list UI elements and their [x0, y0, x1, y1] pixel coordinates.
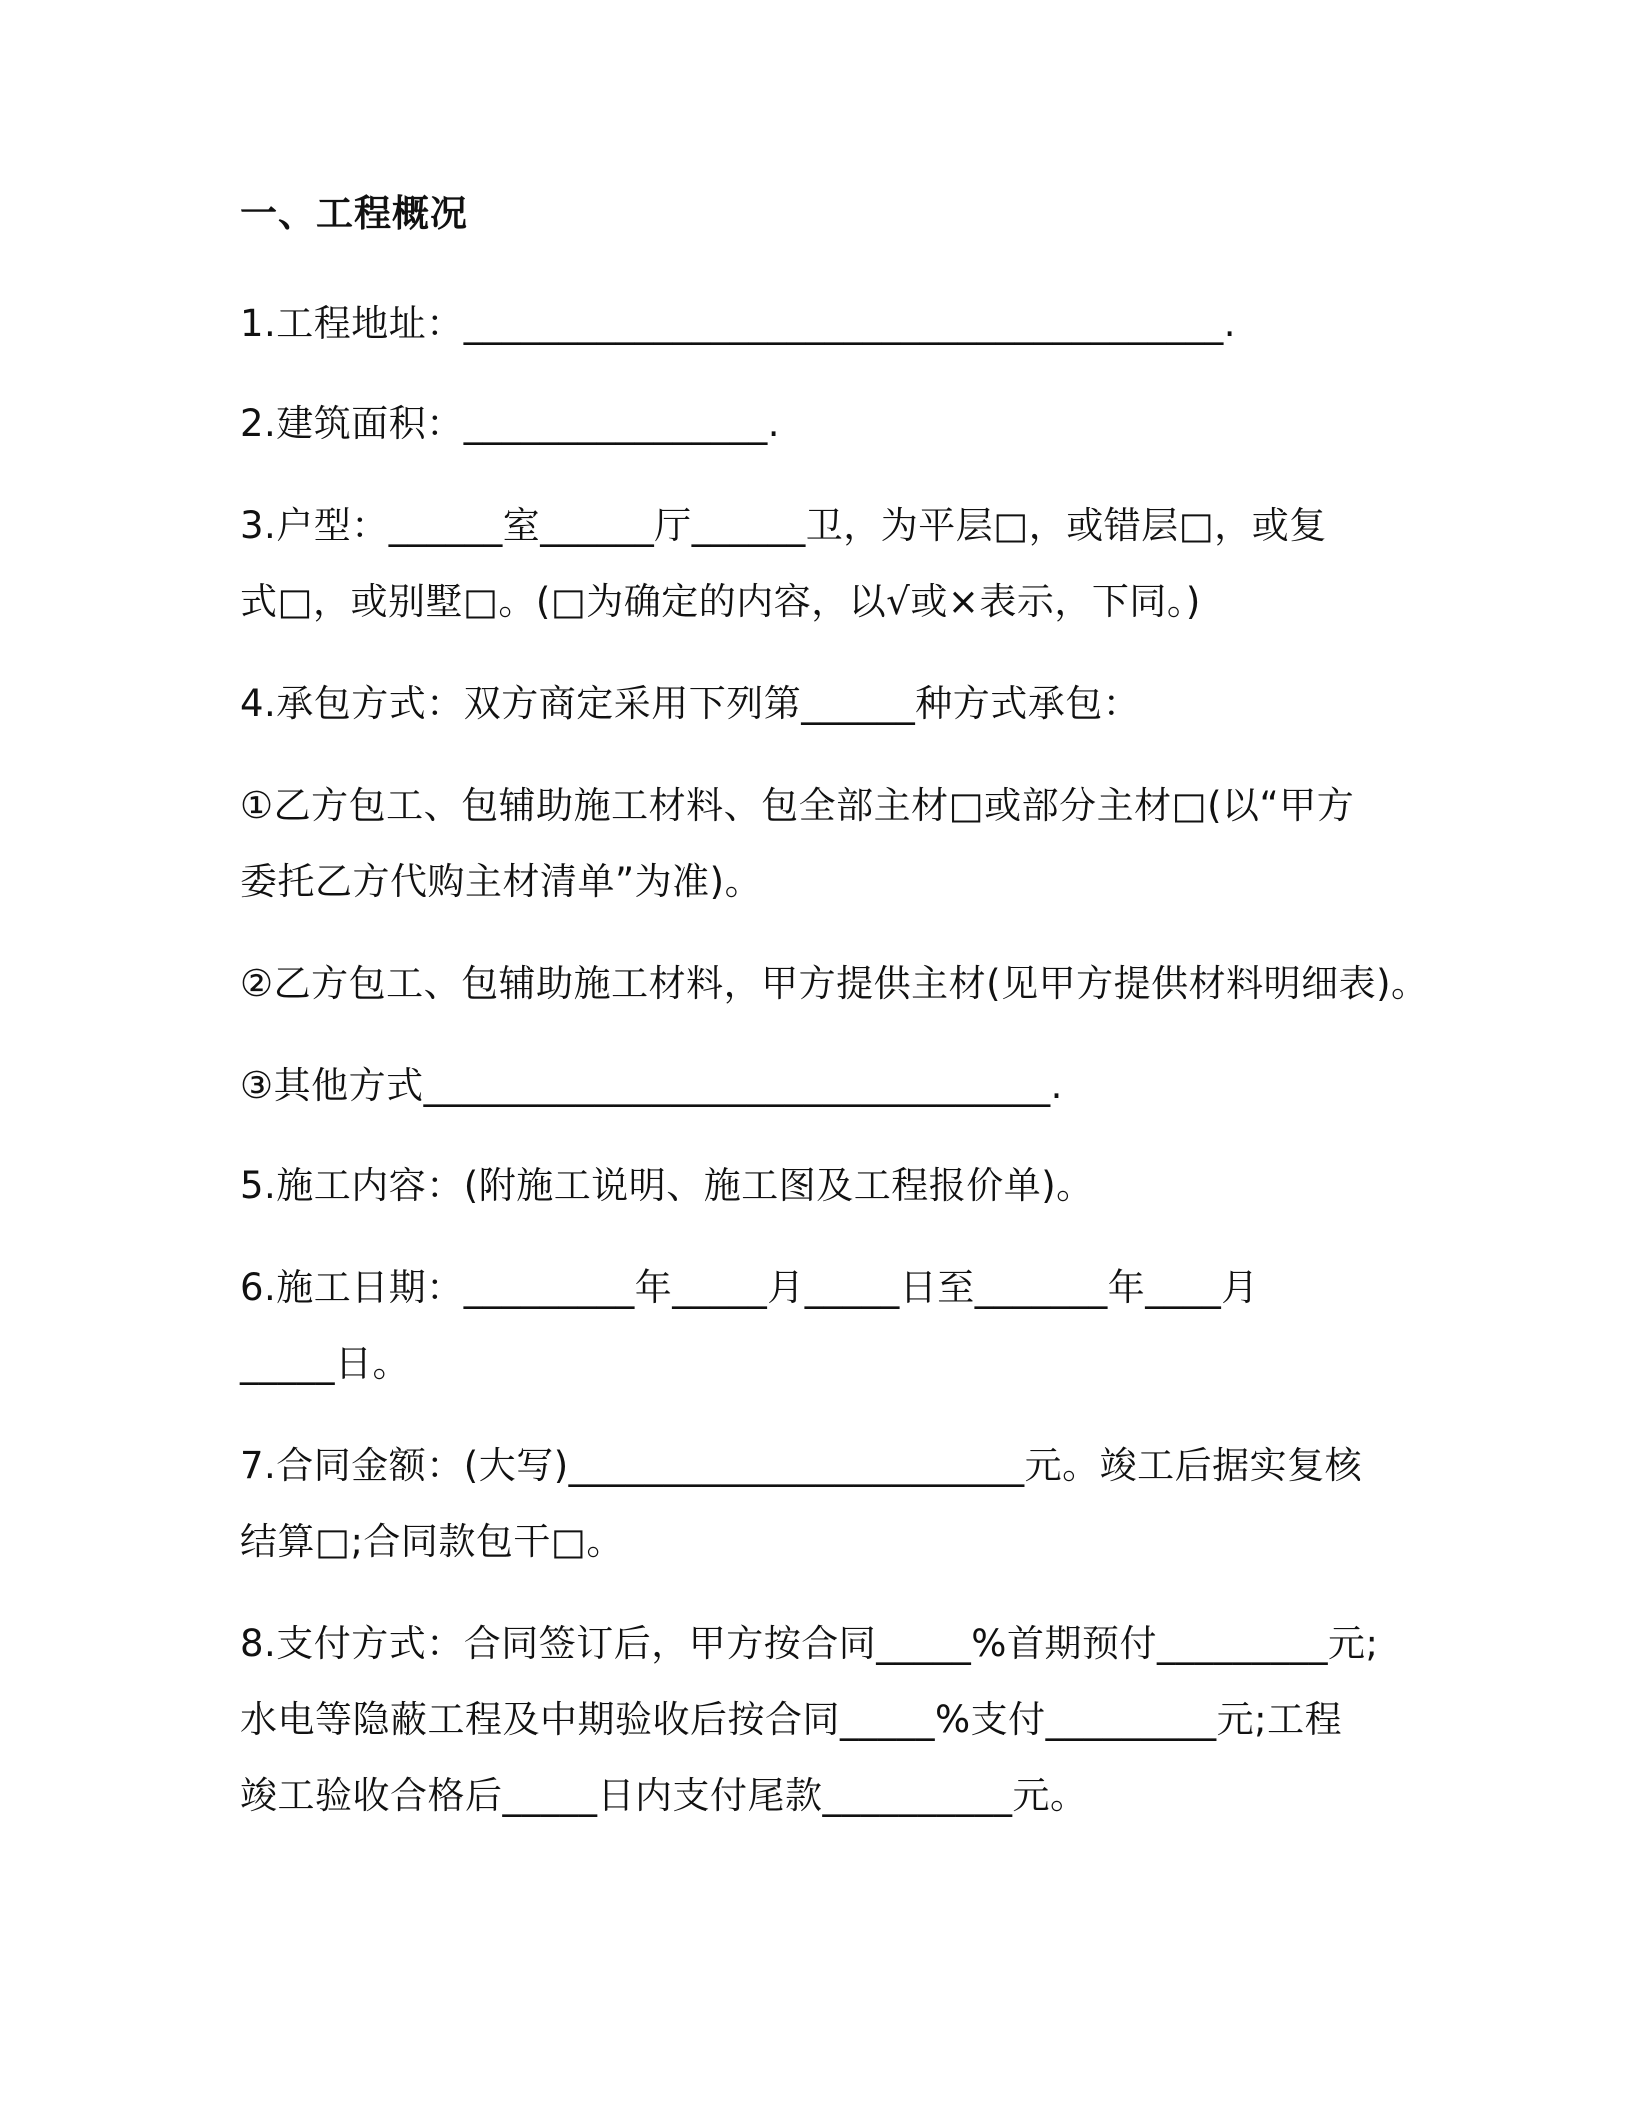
- item-8-payment-line-3: 竣工验收合格后_____日内支付尾款__________元。: [240, 1774, 1088, 1817]
- item-2-building-area: 2.建筑面积：________________.: [240, 402, 781, 445]
- item-4-option-2: ②乙方包工、包辅助施工材料，甲方提供主材(见甲方提供材料明细表)。: [240, 962, 1429, 1005]
- section-title: 一、工程概况: [240, 192, 468, 235]
- item-5-construction-content: 5.施工内容：(附施工说明、施工图及工程报价单)。: [240, 1164, 1094, 1207]
- item-8-payment-line-1: 8.支付方式：合同签订后，甲方按合同_____%首期预付_________元;: [240, 1622, 1379, 1665]
- item-7-contract-amount-line-2: 结算□;合同款包干□。: [240, 1520, 624, 1563]
- item-8-payment-line-2: 水电等隐蔽工程及中期验收后按合同_____%支付_________元;工程: [240, 1698, 1343, 1741]
- item-4-option-1-line-2: 委托乙方代购主材清单”为准)。: [240, 860, 763, 903]
- item-3-unit-type-line-2: 式□，或别墅□。(□为确定的内容，以√或×表示，下同。): [240, 580, 1201, 623]
- item-7-contract-amount-line-1: 7.合同金额：(大写)________________________元。竣工后据实复核: [240, 1444, 1363, 1487]
- item-6-construction-date-line-1: 6.施工日期：_________年_____月_____日至_______年____月: [240, 1266, 1259, 1309]
- item-4-option-3: ③其他方式_________________________________.: [240, 1064, 1063, 1107]
- item-4-option-1-line-1: ①乙方包工、包辅助施工材料、包全部主材□或部分主材□(以“甲方: [240, 784, 1355, 827]
- item-4-contract-method: 4.承包方式：双方商定采用下列第______种方式承包：: [240, 682, 1141, 725]
- item-1-project-address: 1.工程地址：________________________________________.: [240, 302, 1237, 345]
- item-3-unit-type-line-1: 3.户型：______室______厅______卫，为平层□，或错层□，或复: [240, 504, 1327, 547]
- item-6-construction-date-line-2: _____日。: [240, 1342, 410, 1385]
